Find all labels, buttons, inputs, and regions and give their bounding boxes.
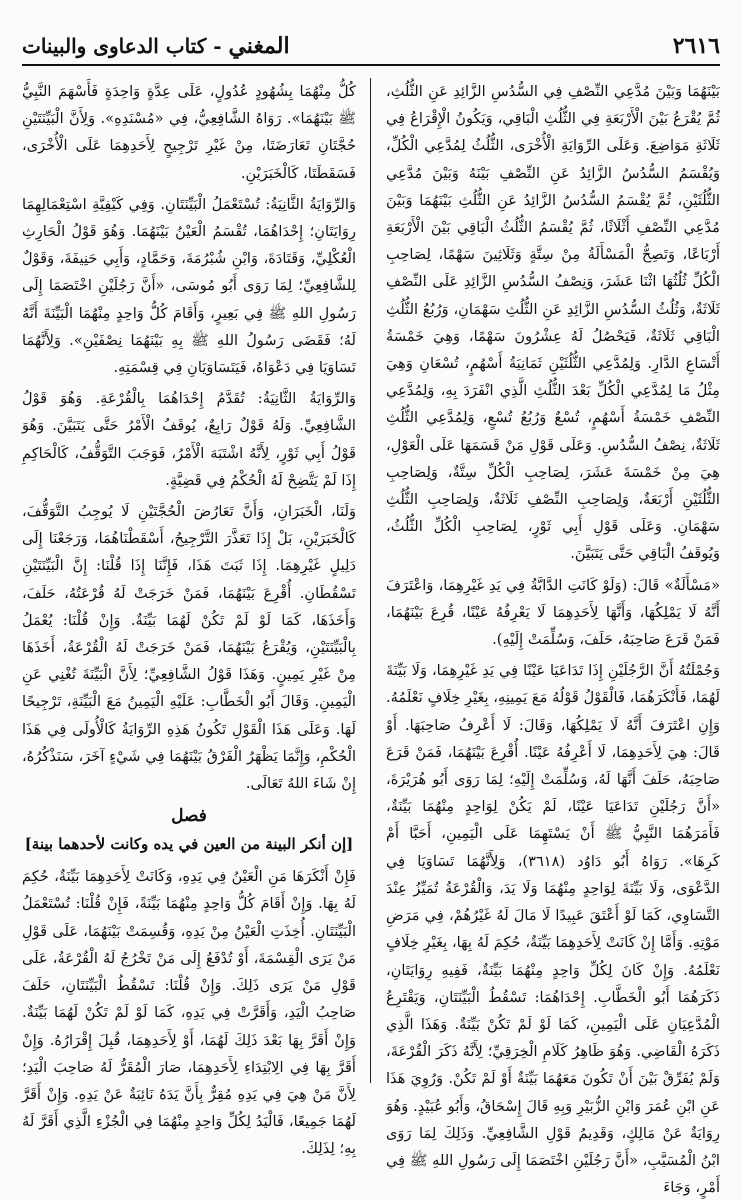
section-subheading: [إن أنكر البينة من العين في يده وكانت لأحدهما بينة]: [24, 835, 354, 854]
chapter-title: - كتاب الدعاوى والبينات: [22, 34, 222, 58]
page-number: ٢٦١٦: [672, 33, 720, 59]
paragraph: وَلَنَا، الْخَبَرَانِ، وَأَنَّ تَعَارُضَ الْحُجَّتَيْنِ لَا يُوجِبُ التَّوَقُّفَ، كَالْخَبَرَيْنِ، بَلْ إِذَا تَعَذَّرَ التَّرْجِيحُ، أَسْقَطْنَاهُمَا، وَرَجَعْنَا إِلَى دَلِيلٍ غَيْرِهِمَا. إِذَا ثَبَتَ هَذَا، فَإِنَّنَا إِذَا قُلْنَا: إِنَّ الْبَيِّنَتَيْنِ تَسْقُطَانِ. أُقْرِعَ بَيْنَهُمَا، فَمَنْ خَرَجَتْ لَهُ قُرْعَتُهُ، حَلَفَ، وَأَخَذَهَا، كَمَا لَوْ لَمْ تَكُنْ لَهُمَا بَيِّنَةٌ. وَإِنْ قُلْنَا: يُعْمَلُ بِالْبَيِّنَتَيْنِ، وَيُقْرَعُ بَيْنَهُمَا، فَمَنْ خَرَجَتْ لَهُ الْقُرْعَةُ، أَخَذَهَا مِنْ غَيْرِ يَمِينٍ. وَهَذَا قَوْلُ الشَّافِعِيِّ؛ لِأَنَّ الْبَيِّنَةَ تُغْنِي عَنِ الْيَمِينِ. وَقَالَ أَبُو الْخَطَّابِ: عَلَيْهِ الْيَمِينُ مَعَ الْبَيِّنَةِ، تَرْجِيحًا لَهَا. وَعَلَى هَذَا الْقَوْلِ تَكُونُ هَذِهِ الرِّوَايَةُ كَالْأُولَى فِي هَذَا الْحُكْمِ، وَإِنَّمَا يَظْهَرُ الْفَرْقُ بَيْنَهُمَا فِي شَيْءٍ آخَرَ، سَنَذْكُرُهُ، إِنْ شَاءَ اللهُ تَعَالَى.: [22, 503, 356, 793]
running-title: [22, 33, 290, 59]
text-columns: [22, 78, 721, 1197]
running-header: [22, 28, 720, 66]
right-column: [386, 78, 721, 1197]
paragraph: فَإِنْ أَنْكَرَهَا مَنِ الْعَيْنُ فِي يَدِهِ، وَكَانَتْ لِأَحَدِهِمَا بَيِّنَةٌ، حُكِمَ لَهُ بِهَا. وَإِنْ أَقَامَ كُلُّ وَاحِدٍ مِنْهُمَا بَيِّنَةً، فَإِنْ قُلْنَا: تُسْتَعْمَلُ الْبَيِّنَتَانِ. أُخِذَتِ الْعَيْنُ مِنْ يَدِهِ، وَقُسِمَتْ بَيْنَهُمَا، عَلَى قَوْلِ مَنْ يَرَى الْقِسْمَةَ، أَوْ تُدْفَعُ إِلَى مَنْ تَخْرُجُ لَهُ الْقُرْعَةُ، عَلَى قَوْلِ مَنْ يَرَى ذَلِكَ. وَإِنْ قُلْنَا: تَسْقُطُ الْبَيِّنَتَانِ، حَلَفَ صَاحِبُ الْيَدِ، وَأَقَرَّتْ فِي يَدِهِ، كَمَا لَوْ لَمْ تَكُنْ لَهُمَا بَيِّنَةٌ. وَإِنْ أَقَرَّ بِهَا بَعْدَ ذَلِكَ لَهُمَا، أَوْ لِأَحَدِهِمَا، قُبِلَ إِقْرَارُهُ. وَإِنْ أَقَرَّ بِهَا فِي الِابْتِدَاءِ لِأَحَدِهِمَا، صَارَ الْمُقَرُّ لَهُ صَاحِبَ الْيَدِ؛ لِأَنَّ مَنْ هِيَ فِي يَدِهِ مُقِرٌّ بِأَنَّ يَدَهُ نَائِبَةٌ عَنْ يَدِهِ. وَإِنْ أَقَرَّ لَهُمَا جَمِيعًا، فَالْيَدُ لِكُلِّ وَاحِدٍ مِنْهُمَا فِي الْجُزْءِ الَّذِي أَقَرَّ لَهُ بِهِ؛ لِذَلِكَ.: [22, 868, 356, 1158]
book-title: المغني: [228, 33, 290, 59]
left-column: [22, 78, 356, 1158]
paragraph: وَالرِّوَايَةُ الثَّانِيَةُ: تُقَدَّمُ إِحْدَاهُمَا بِالْقُرْعَةِ. وَهُوَ قَوْلُ الشَّافِعِيِّ. وَلَهُ قَوْلٌ رَابِعٌ، يُوقَفُ الْأَمْرُ حَتَّى يَتَبَيَّنَ. وَهُوَ قَوْلُ أَبِي ثَوْرٍ، لِأَنَّهُ اشْتَبَهَ الْأَمْرُ، فَوَجَبَ التَّوَقُّفُ، كَالْحَاكِمِ إِذَا لَمْ يَتَّضِحْ لَهُ الْحُكْمُ فِي قَضِيَّةٍ.: [22, 390, 356, 489]
paragraph: وَالرِّوَايَةُ الثَّانِيَةُ: تُسْتَعْمَلُ الْبَيِّنَتَانِ. وَفِي كَيْفِيَّةِ اسْتِعْمَالِهِمَا رِوَايَتَانِ؛ إِحْدَاهُمَا، تُقْسَمُ الْعَيْنُ بَيْنَهُمَا. وَهُوَ قَوْلُ الْحَارِثِ الْعُكْلِيِّ، وَقَتَادَةَ، وَابْنِ شُبْرُمَةَ، وَحَمَّادٍ، وَأَبِي حَنِيفَةَ، وَقَوْلٌ لِلشَّافِعِيِّ؛ لِمَا رَوَى أَبُو مُوسَى، «أَنَّ رَجُلَيْنِ اخْتَصَمَا إِلَى رَسُولِ اللهِ ﷺ فِي بَعِيرٍ، وَأَقَامَ كُلُّ وَاحِدٍ مِنْهُمَا الْبَيِّنَةَ أَنَّهُ لَهُ؛ فَقَضَى رَسُولُ اللهِ ﷺ بِهِ بَيْنَهُمَا نِصْفَيْنِ». وَلِأَنَّهُمَا تَسَاوَيَا فِي دَعْوَاهُ، فَيَتَسَاوَيَانِ فِي قِسْمَتِهِ.: [22, 195, 356, 377]
paragraph: وَجُمْلَتُهُ أَنَّ الرَّجُلَيْنِ إِذَا تَدَاعَيَا عَيْنًا فِي يَدِ غَيْرِهِمَا، وَلَا بَيِّنَةَ لَهُمَا، فَأَنْكَرَهُمَا، فَالْقَوْلُ قَوْلُهُ مَعَ يَمِينِهِ، بِغَيْرِ خِلَافٍ نَعْلَمُهُ. وَإِنِ اعْتَرَفَ أَنَّهُ لَا يَمْلِكُهَا، وَقَالَ: لَا أَعْرِفُ صَاحِبَهَا. أَوْ قَالَ: هِيَ لِأَحَدِهِمَا، لَا أَعْرِفُهُ عَيْنًا. أُقْرِعَ بَيْنَهُمَا، فَمَنْ قَرَعَ صَاحِبَهُ، حَلَفَ أَنَّهَا لَهُ، وَسُلِّمَتْ إِلَيْهِ؛ لِمَا رَوَى أَبُو هُرَيْرَةَ، «أَنَّ رَجُلَيْنِ تَدَاعَيَا عَيْنًا، لَمْ يَكُنْ لِوَاحِدٍ مِنْهُمَا بَيِّنَةٌ، فَأَمَرَهُمَا النَّبِيُّ ﷺ أَنْ يَسْتَهِمَا عَلَى الْيَمِينِ، أَحَبَّا أَمْ كَرِهَا». رَوَاهُ أَبُو دَاوُد (٣٦١٨)، وَلِأَنَّهُمَا تَسَاوَيَا فِي الدَّعْوَى، وَلَا بَيِّنَةَ لِوَاحِدٍ مِنْهُمَا وَلَا يَدَ، وَالْقُرْعَةُ تُمَيِّزُ عِنْدَ التَّسَاوِي، كَمَا لَوْ أَعْتَقَ عَبِيدًا لَا مَالَ لَهُ غَيْرُهُمْ، فِي مَرَضِ مَوْتِهِ. وَأَمَّا إِنْ كَانَتْ لِأَحَدِهِمَا بَيِّنَةٌ، حُكِمَ لَهُ بِهَا، بِغَيْرِ خِلَافٍ نَعْلَمُهُ. وَإِنْ كَانَ لِكُلِّ وَاحِدٍ مِنْهُمَا بَيِّنَةٌ، فَفِيهِ رِوَايَتَانِ، ذَكَرَهُمَا أَبُو الْخَطَّابِ. إِحْدَاهُمَا: تَسْقُطُ الْبَيِّنَتَانِ، وَيَقْتَرِعُ الْمُدَّعِيَانِ عَلَى الْيَمِينِ، كَمَا لَوْ لَمْ تَكُنْ بَيِّنَةٌ. وَهَذَا الَّذِي ذَكَرَهُ الْقَاضِي. وَهُوَ ظَاهِرُ كَلَامِ الْخِرَقِيِّ؛ لِأَنَّهُ ذَكَرَ الْقُرْعَةَ، وَلَمْ يُفَرِّقْ بَيْنَ أَنْ تَكُونَ مَعَهُمَا بَيِّنَةٌ أَوْ لَمْ تَكُنْ. وَرُوِيَ هَذَا عَنِ ابْنِ عُمَرَ وَابْنِ الزُّبَيْرِ وَبِهِ قَالَ إِسْحَاقُ، وَأَبُو عُبَيْدٍ. وَهُوَ رِوَايَةٌ عَنْ مَالِكٍ، وَقَدِيمُ قَوْلِ الشَّافِعِيِّ. وَذَلِكَ لِمَا رَوَى ابْنُ الْمُسَيَّبِ، «أَنَّ رَجُلَيْنِ اخْتَصَمَا إِلَى رَسُولِ اللهِ ﷺ فِي أَمْرٍ، وَجَاءَ: [386, 662, 721, 1197]
paragraph: «مَسْأَلَةٌ» قَالَ: (وَلَوْ كَانَتِ الدَّابَّةُ فِي يَدِ غَيْرِهِمَا، وَاعْتَرَفَ أَنَّهُ لَا يَمْلِكُهَا، وَأَنَّهَا لِأَحَدِهِمَا لَا يَعْرِفُهُ عَيْنًا، قُرِعَ بَيْنَهُمَا، فَمَنْ قَرَعَ صَاحِبَهُ، حَلَفَ، وَسُلِّمَتْ إِلَيْهِ).: [386, 576, 720, 649]
paragraph: كُلُّ مِنْهُمَا بِشُهُودٍ عُدُولٍ، عَلَى عِدَّةٍ وَاحِدَةٍ فَأَسْهَمَ النَّبِيُّ ﷺ بَيْنَهُمَا». رَوَاهُ الشَّافِعِيُّ، فِي «مُسْنَدِهِ». وَلِأَنَّ الْبَيِّنَتَيْنِ حُجَّتَانِ تَعَارَضَتَا، مِنْ غَيْرِ تَرْجِيحٍ لِأَحَدِهِمَا عَلَى الْأُخْرَى، فَسَقَطَتَا، كَالْخَبَرَيْنِ.: [22, 83, 356, 182]
column-divider: [370, 78, 371, 1083]
section-heading: فصل: [171, 806, 207, 827]
paragraph: بَيْنَهُمَا وَبَيْنَ مُدَّعِي النِّصْفِ فِي السُّدُسِ الزَّائِدِ عَنِ الثُّلُثِ، ثُمَّ يُقْرَعُ بَيْنَ الْأَرْبَعَةِ فِي الثُّلُثِ الْبَاقِي، وَيَكُونُ الْإِقْرَاعُ فِي ثَلَاثَةِ مَوَاضِعَ. وَعَلَى الرِّوَايَةِ الْأُخْرَى، الثُّلُثُ لِمُدَّعِي الْكُلِّ، وَيُقْسَمُ السُّدُسُ الزَّائِدُ عَنِ النِّصْفِ بَيْنَهُ وَبَيْنَ مُدَّعِي الثُّلُثَيْنِ، ثُمَّ يُقْسَمُ السُّدُسُ الزَّائِدُ عَنِ الثُّلُثِ بَيْنَهُمَا وَبَيْنَ مُدَّعِي النِّصْفِ أَثْلَاثًا، ثُمَّ يُقْسَمُ الثُّلُثُ الْبَاقِي بَيْنَ الْأَرْبَعَةِ أَرْبَاعًا، وَتَصِحُّ الْمَسْأَلَةُ مِنْ سِتَّةٍ وَثَلَاثِينَ سَهْمًا، لِصَاحِبِ الْكُلِّ ثُلُثُهَا اثْنَا عَشَرَ، وَنِصْفُ السُّدُسِ الزَّائِدِ عَلَى النِّصْفِ ثَلَاثَةٌ، وَثُلُثُ السُّدُسِ الزَّائِدِ عَنِ الثُّلُثِ سَهْمَانِ، وَرُبُعُ الثُّلُثِ الْبَاقِي ثَلَاثَةٌ، فَيَحْصُلُ لَهُ عِشْرُونَ سَهْمًا، وَهِيَ خَمْسَةُ أَتْسَاعِ الدَّارِ. وَلِمُدَّعِي الثُّلُثَيْنِ ثَمَانِيَةُ أَسْهُمٍ، تُسْعَانِ وَهِيَ مِثْلُ مَا لِمُدَّعِي الْكُلِّ بَعْدَ الثُّلُثِ الَّذِي انْفَرَدَ بِهِ، وَلِمُدَّعِي النِّصْفِ خَمْسَةُ أَسْهُمٍ، تُسْعٌ وَرُبُعُ تُسْعٍ، وَلِمُدَّعِي الثُّلُثِ ثَلَاثَةٌ، نِصْفُ السُّدُسِ. وَعَلَى قَوْلِ مَنْ قَسَمَهَا عَلَى الْعَوْلِ، هِيَ مِنْ خَمْسَةَ عَشَرَ، لِصَاحِبِ الْكُلِّ سِتَّةٌ، وَلِصَاحِبِ الثُّلُثَيْنِ أَرْبَعَةٌ، وَلِصَاحِبِ النِّصْفِ ثَلَاثَةٌ، وَلِصَاحِبِ الثُّلُثِ سَهْمَانِ. وَعَلَى قَوْلِ أَبِي ثَوْرٍ، لِصَاحِبِ الْكُلِّ الثُّلُثُ، وَيُوقَفُ الْبَاقِي حَتَّى يَتَبَيَّنَ.: [386, 83, 720, 563]
